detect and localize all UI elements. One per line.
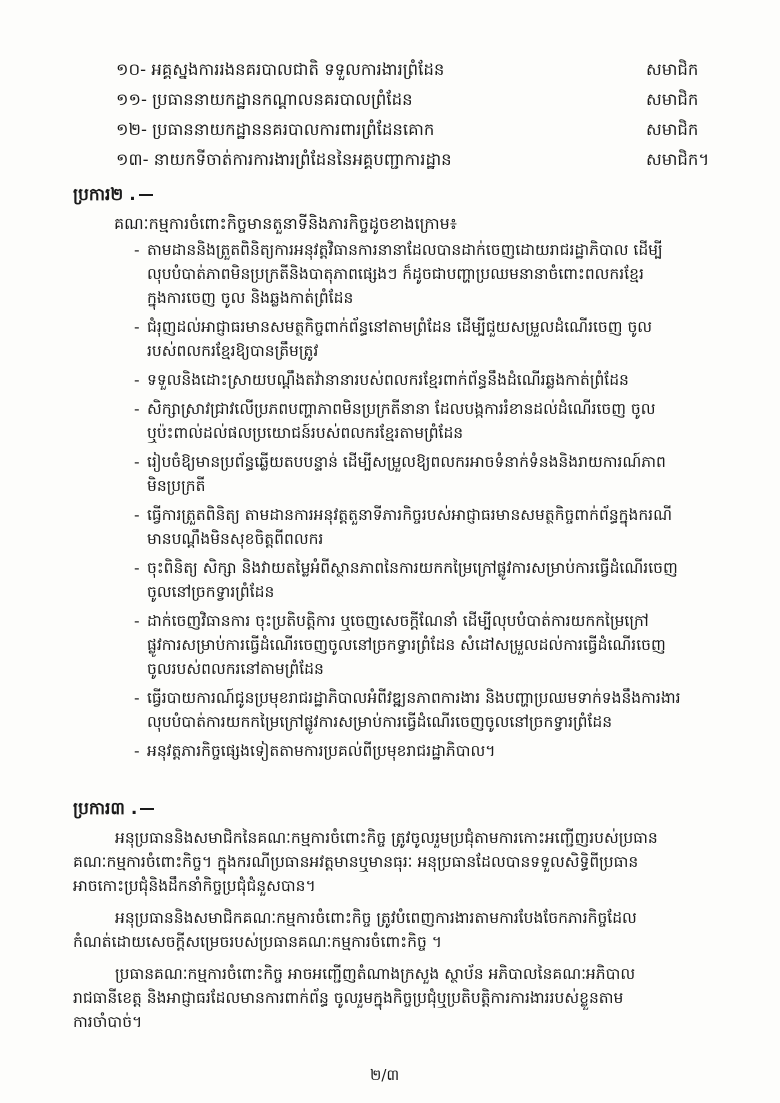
paragraph-line: អនុប្រធាននិងសមាជិកនៃគណៈកម្មការចំពោះកិច្ច ត្រូវចូលរួមប្រជុំតាមការកោះអញ្ជើញរបស់ប្រធាន (115, 829, 658, 847)
page-number: ២/៣ (370, 1066, 400, 1084)
duty-line: - ទទួលនិងដោះស្រាយបណ្តឹងតវ៉ានានារបស់ពលករខ្មែរពាក់ព័ន្ធនឹងដំណើរឆ្លងកាត់ព្រំដែន (147, 371, 629, 389)
article-3-heading (73, 797, 154, 821)
article-3-paragraph (73, 906, 723, 954)
duty-line: ក្នុងការចេញ ចូល និងឆ្លងកាត់ព្រំដែន (147, 289, 354, 307)
paragraph-line: កំណត់ដោយសេចក្តីសម្រេចរបស់ប្រធានគណៈកម្មការចំពោះកិច្ច ។ (73, 933, 442, 951)
duty-line: របស់ពលករខ្មែរឱ្យបានត្រឹមត្រូវ (147, 342, 319, 360)
duty-item (134, 397, 724, 445)
duty-item (134, 315, 724, 363)
member-role: ១២- ប្រធាននាយកដ្ឋាននគរបាលការពារព្រំដែនគោក (116, 120, 435, 139)
article-2-heading-text: ប្រការ២ . (73, 185, 136, 205)
duty-line: ផ្លូវការសម្រាប់ការធ្វើដំណើរចេញចូលនៅច្រកទ្វារព្រំដែន សំដៅសម្រួលដល់ការធ្វើដំណើរចេញ (147, 636, 666, 654)
member-status: សមាជិក (646, 60, 699, 79)
duty-item (134, 368, 724, 392)
article-3-paragraph (73, 826, 723, 898)
duty-line: - ធ្វើរបាយការណ៍ជូនប្រមុខរាជរដ្ឋាភិបាលអំពីវឌ្ឍនភាពការងារ និងបញ្ហាប្រឈមទាក់ទងនឹងការងារ (147, 689, 681, 707)
duty-item (134, 686, 724, 734)
member-role: ១០- អគ្គស្នងការរងនគរបាលជាតិ ទទួលការងារព្រំដែន (116, 60, 445, 79)
duty-line: - ចុះពិនិត្យ សិក្សា និងវាយតម្លៃអំពីស្ថានភាពនៃការយកកម្រៃក្រៅផ្លូវការសម្រាប់ការធ្វើដំណើរចេញ (147, 559, 678, 577)
article-3-paragraph (73, 962, 723, 1034)
duty-item (134, 739, 724, 763)
paragraph-line: គណៈកម្មការចំពោះកិច្ច។ ក្នុងករណីប្រធានអវត្តមានឬមានធុរៈ អនុប្រធានដែលបានទទួលសិទ្ធិពីប្រធាន (73, 853, 639, 871)
duty-line: លុបបំបាត់ភាពមិនប្រក្រតីនិងបាតុភាពផ្សេងៗ ក៏ដូចជាបញ្ហាប្រឈមនានាចំពោះពលករខ្មែរ (147, 265, 644, 283)
duty-item (134, 503, 724, 551)
heading-dash (140, 808, 154, 810)
duty-line: មានបណ្តឹងមិនសុខចិត្តពីពលករ (147, 530, 324, 548)
article-2-heading (73, 183, 153, 207)
duty-line: - រៀបចំឱ្យមានប្រព័ន្ធឆ្លើយតបបន្ទាន់ ដើម្បីសម្រួលឱ្យពលករអាចទំនាក់ទំនងនិងរាយការណ៍ភាព (147, 453, 666, 471)
duty-line: ឬប៉ះពាល់ដល់ផលប្រយោជន៍របស់ពលករខ្មែរតាមព្រំដែន (147, 424, 464, 442)
duty-line: - តាមដាននិងត្រួតពិនិត្យការអនុវត្តវិធានការនានាដែលបានដាក់ចេញដោយរាជរដ្ឋាភិបាល ដើម្បី (147, 241, 663, 259)
article-2-intro: គណៈកម្មការចំពោះកិច្ចមានតួនាទីនិងភារកិច្ចដូចខាងក្រោម៖ (114, 214, 457, 233)
duty-item (134, 238, 724, 310)
member-role: ១១- ប្រធាននាយកដ្ឋានកណ្តាលនគរបាលព្រំដែន (116, 90, 413, 109)
member-status: សមាជិក។ (646, 150, 710, 169)
duty-line: - សិក្សាស្រាវជ្រាវលើប្រភពបញ្ហាភាពមិនប្រក្រតីនានា ដែលបង្កការរំខានដល់ដំណើរចេញ ចូល (147, 400, 656, 418)
member-status: សមាជិក (646, 90, 699, 109)
duty-line: ចូលរបស់ពលករនៅតាមព្រំដែន (147, 660, 324, 678)
paragraph-line: អាចកោះប្រជុំនិងដឹកនាំកិច្ចប្រជុំជំនួសបាន។ (73, 877, 316, 895)
paragraph-line: អនុប្រធាននិងសមាជិកគណៈកម្មការចំពោះកិច្ច ត្រូវបំពេញការងារតាមការបែងចែកភារកិច្ចដែល (115, 909, 637, 927)
duty-line: - ដាក់ចេញវិធានការ ចុះប្រតិបត្តិការ ឬចេញសេចក្តីណែនាំ ដើម្បីលុបបំបាត់ការយកកម្រៃក្រៅ (147, 612, 649, 630)
paragraph-line: ប្រធានគណៈកម្មការចំពោះកិច្ច អាចអញ្ជើញតំណាងក្រសួង ស្ថាប័ន អភិបាលនៃគណៈអភិបាល (115, 965, 636, 983)
duty-line: - ជំរុញដល់អាជ្ញាធរមានសមត្ថកិច្ចពាក់ព័ន្ធនៅតាមព្រំដែន ដើម្បីជួយសម្រួលដំណើរចេញ ចូល (147, 318, 653, 336)
member-status: សមាជិក (646, 120, 699, 139)
duty-item (134, 609, 724, 681)
duty-line: មិនប្រក្រតី (147, 477, 206, 495)
member-role: ១៣- នាយកទីចាត់ការការងារព្រំដែននៃអគ្គបញ្ជាការដ្ឋាន (116, 150, 452, 169)
heading-dash (139, 194, 153, 196)
duty-item (134, 450, 724, 498)
duty-line: - អនុវត្តភារកិច្ចផ្សេងទៀតតាមការប្រគល់ពីប្រមុខរាជរដ្ឋាភិបាល។ (147, 742, 496, 760)
duties-list (134, 238, 724, 768)
duty-item (134, 556, 724, 604)
paragraph-line: រាជធានីខេត្ត និងអាជ្ញាធរដែលមានការពាក់ព័ន្ធ ចូលរួមក្នុងកិច្ចប្រជុំឬប្រតិបត្តិការការងាររបស់ខ្លួនតាម (73, 989, 624, 1007)
article-3-heading-text: ប្រការ៣ . (73, 799, 138, 819)
duty-line: លុបបំបាត់ការយកកម្រៃក្រៅផ្លូវការសម្រាប់ការធ្វើដំណើរចេញចូលនៅច្រកទ្វារព្រំដែន (147, 713, 613, 731)
duty-line: - ធ្វើការត្រួតពិនិត្យ តាមដានការអនុវត្តតួនាទីភារកិច្ចរបស់អាជ្ញាធរមានសមត្ថកិច្ចពាក់ព័ន្ធក្នុងករណី (147, 506, 673, 524)
duty-line: ចូលនៅច្រកទ្វារព្រំដែន (147, 583, 275, 601)
paragraph-line: ការចាំបាច់។ (73, 1013, 143, 1031)
